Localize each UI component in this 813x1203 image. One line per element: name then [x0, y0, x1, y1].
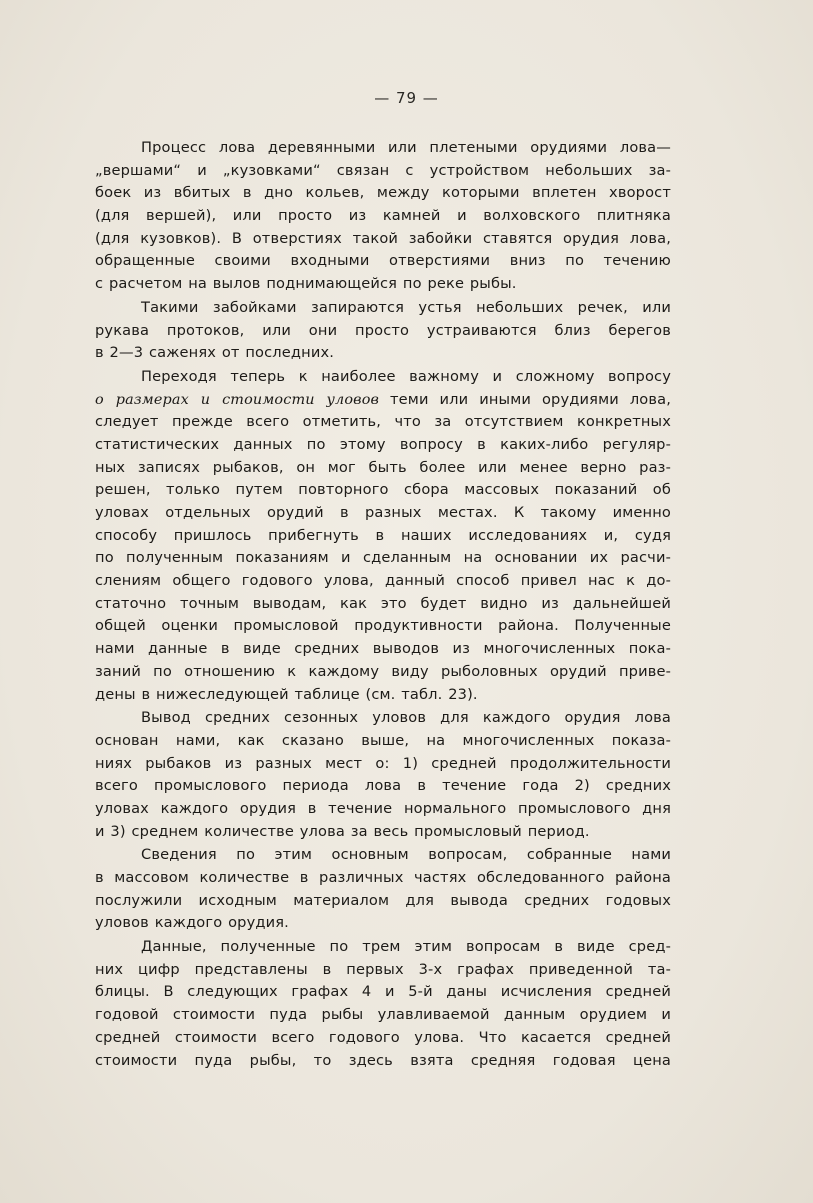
text-line: уловов каждого орудия.	[95, 914, 289, 932]
text-line: средней стоимости всего годового улова. Что касается средней	[95, 1028, 671, 1046]
text-line-italic	[95, 389, 671, 412]
text-line: них цифр представлены в первых 3-х графах приведенной та-	[95, 960, 671, 978]
text-line: общей оценки промысловой продуктивности района. Полученные	[95, 617, 671, 635]
text-line: с расчетом на вылов поднимающейся по реке рыбы.	[95, 275, 517, 293]
text-line: годовой стоимости пуда рыбы улавливаемой данным орудием и	[95, 1006, 671, 1024]
text-line: блицы. В следующих графах 4 и 5-й даны исчисления средней	[95, 983, 671, 1001]
text-line: Сведения по этим основным вопросам, собранные нами	[141, 846, 671, 864]
text-line: нами данные в виде средних выводов из многочисленных пока-	[95, 640, 671, 658]
text-line: и 3) среднем количестве улова за весь промысловый период.	[95, 822, 590, 840]
text-line: способу пришлось прибегнуть в наших исследованиях и, судя	[95, 526, 671, 544]
text-line: Процесс лова деревянными или плетеными орудиями лова—	[141, 139, 671, 156]
text-line: основан нами, как сказано выше, на многочисленных показа-	[95, 731, 671, 749]
text-line: дены в нижеследующей таблице (см. табл. 23).	[95, 685, 478, 703]
text-line: решен, только путем повторного сбора массовых показаний об	[95, 481, 671, 499]
text-line: в 2—3 саженях от последних.	[95, 344, 335, 362]
text-line: стоимости пуда рыбы, то здесь взята средняя годовая цена	[95, 1051, 671, 1069]
text-line: ниях рыбаков из разных мест о: 1) средней продолжительности	[95, 754, 671, 772]
text-line: по полученным показаниям и сделанным на основании их расчи-	[95, 549, 671, 567]
paragraph-6	[95, 936, 671, 1072]
text-line-rest: теми или иными орудиями лова,	[379, 390, 671, 408]
text-line: Данные, полученные по трем этим вопросам в виде сред-	[141, 938, 671, 956]
text-line: послужили исходным материалом для вывода средних годовых	[95, 891, 671, 909]
text-line: (для вершей), или просто из камней и волховского плитняка	[95, 207, 671, 225]
text-line: Такими забойками запираются устья небольших речек, или	[141, 298, 671, 316]
text-line: слениям общего годового улова, данный способ привел нас к до-	[95, 572, 671, 590]
body-text	[95, 137, 671, 1073]
paragraph-2	[95, 297, 671, 365]
text-line: уловах каждого орудия в течение нормального промыслового дня	[95, 799, 671, 817]
text-line: рукава протоков, или они просто устраиваются близ берегов	[95, 321, 671, 339]
text-line: заний по отношению к каждому виду рыболовных орудий приве-	[95, 662, 671, 680]
text-line: Переходя теперь к наиболее важному и сложному вопросу	[141, 367, 671, 385]
italic-phrase: о размерах и стоимости уловов	[95, 391, 380, 408]
text-line: статочно точным выводам, как это будет видно из дальнейшей	[95, 594, 671, 612]
text-line: боек из вбитых в дно кольев, между которыми вплетен хворост	[95, 184, 671, 202]
text-line: обращенные своими входными отверстиями вниз по течению	[95, 252, 671, 270]
text-line: Вывод средних сезонных уловов для каждого орудия лова	[141, 709, 671, 727]
paragraph-3	[95, 366, 671, 706]
paragraph-4	[95, 707, 671, 843]
text-line: статистических данных по этому вопросу в каких-либо регуляр-	[95, 435, 671, 453]
text-line: в массовом количестве в различных частях обследованного района	[95, 869, 671, 886]
text-line: ных записях рыбаков, он мог быть более или менее верно раз-	[95, 458, 671, 476]
page-number: — 79 —	[374, 89, 439, 107]
text-line: уловах отдельных орудий в разных местах. К такому именно	[95, 504, 671, 521]
text-line: „вершами“ и „кузовками“ связан с устройством небольших за-	[95, 161, 671, 179]
text-line: (для кузовков). В отверстиях такой забойки ставятся орудия лова,	[95, 229, 671, 247]
paragraph-1	[95, 137, 671, 296]
text-line: следует прежде всего отметить, что за отсутствием конкретных	[95, 413, 671, 431]
paragraph-5	[95, 844, 671, 935]
text-line: всего промыслового периода лова в течение года 2) средних	[95, 777, 671, 795]
